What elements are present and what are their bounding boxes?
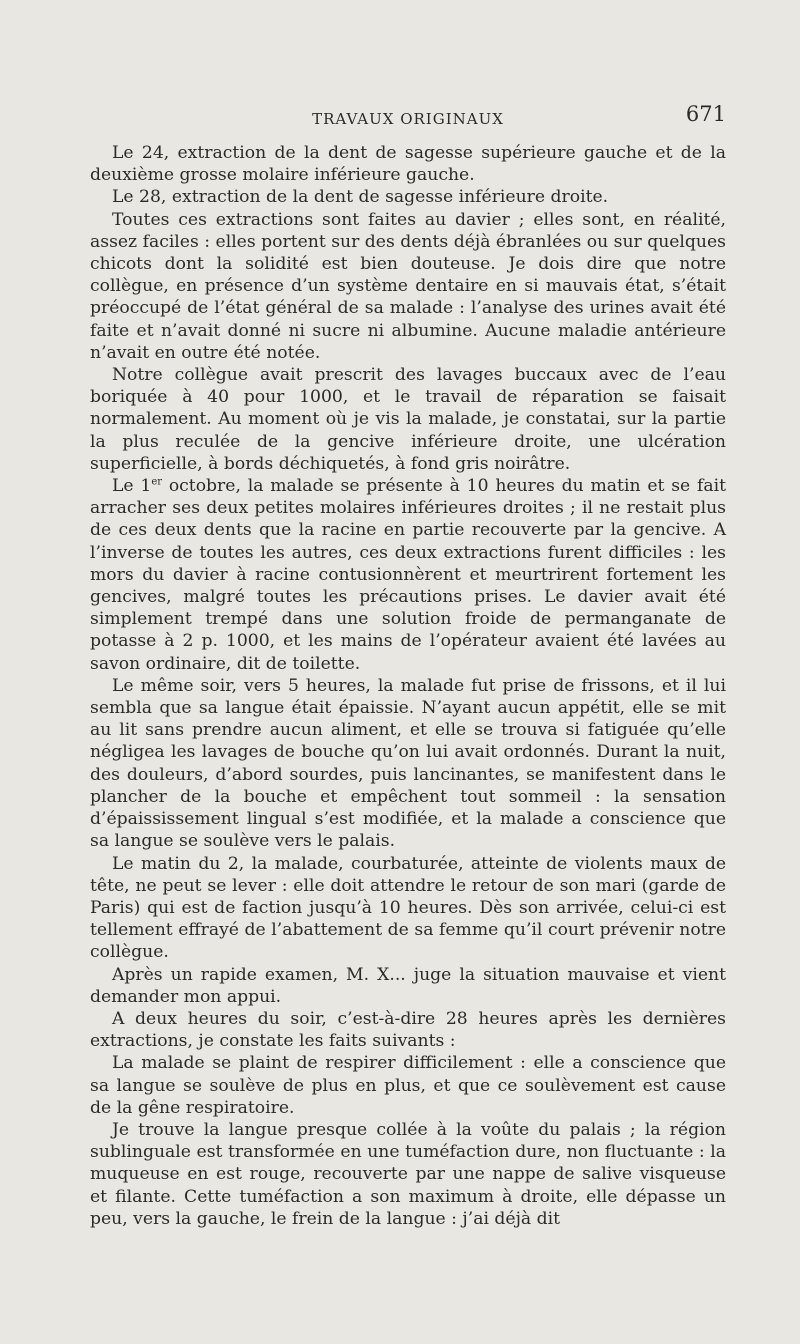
paragraph: Après un rapide examen, M. X... juge la situation mauvaise et vient demander mon appui. (90, 964, 726, 1007)
date-superscript: er (151, 476, 163, 488)
running-title: TRAVAUX ORIGINAUX (312, 110, 504, 128)
page-number: 671 (685, 102, 726, 126)
paragraph: Je trouve la langue presque collée à la voûte du palais ; la région sublinguale est transformée en une tuméfaction dure, non fluctuante : la muqueuse en est rouge, recouverte par une nappe de salive visqueuse et filante. Cette tuméfaction a son maximum à droite, elle dépasse un peu, vers la gauche, le frein de la langue : j’ai déjà dit (90, 1119, 726, 1229)
paragraph: A deux heures du soir, c’est-à-dire 28 heures après les dernières extractions, je constate les faits suivants : (90, 1008, 726, 1052)
paragraph: Le matin du 2, la malade, courbaturée, atteinte de violents maux de tête, ne peut se lever : elle doit attendre le retour de son mari (garde de Paris) qui est de faction jusqu’à 10 heures. Dès son arrivée, celui-ci est tellement effrayé de l’abattement de sa femme qu’il court prévenir notre collègue. (90, 853, 726, 963)
paragraph: La malade se plaint de respirer difficilement : elle a conscience que sa langue se soulève de plus en plus, et que ce soulèvement est cause de la gêne respiratoire. (90, 1053, 726, 1118)
paragraph: Le 24, extraction de la dent de sagesse supérieure gauche et de la deuxième grosse molaire inférieure gauche. (90, 143, 726, 186)
page-header (90, 100, 726, 142)
book-page (90, 100, 726, 1230)
paragraph: Le même soir, vers 5 heures, la malade fut prise de frissons, et il lui sembla que sa langue était épaissie. N’ayant aucun appétit, elle se mit au lit sans prendre aucun aliment, et elle se trouva si fatiguée qu’elle négligea les lavages de bouche qu’on lui avait ordonnés. Durant la nuit, des douleurs, d’abord sourdes, puis lancinantes, se manifestent dans le plancher de la bouche et empêchent tout sommeil : la sensation d’épaississement lingual s’est modifiée, et la malade a conscience que sa langue se soulève vers le palais. (90, 675, 726, 852)
paragraph: Notre collègue avait prescrit des lavages buccaux avec de l’eau boriquée à 40 pour 1000, et le travail de réparation se faisait normalement. Au moment où je vis la malade, je constatai, sur la partie la plus reculée de la gencive inférieure droite, une ulcération superficielle, à bords déchiquetés, à fond gris noirâtre. (90, 365, 726, 474)
paragraph (90, 475, 726, 675)
paragraph: Le 28, extraction de la dent de sagesse inférieure droite. (112, 187, 609, 208)
body-text (90, 142, 726, 1230)
paragraph-text: octobre, la malade se présente à 10 heures du matin et se fait arracher ses deux petites molaires inférieures droites ; il ne restait plus de ces deux dents que la racine en partie recouverte par la gencive. A l’inverse de toutes les autres, ces deux extractions furent difficiles : les mors du davier à racine contusionnèrent et meurtrirent fortement les gencives, malgré toutes les précautions prises. Le davier avait été simplement trempé dans une solution froide de permanganate de potasse à 2 p. 1000, et les mains de l’opérateur avaient été lavées au savon ordinaire, dit de toilette. (90, 476, 726, 674)
paragraph: Toutes ces extractions sont faites au davier ; elles sont, en réalité, assez faciles : elles portent sur des dents déjà ébranlées ou sur quelques chicots dont la solidité est bien douteuse. Je dois dire que notre collègue, en présence d’un système dentaire en si mauvais état, s’était préoccupé de l’état général de sa malade : l’analyse des urines avait été faite et n’avait donné ni sucre ni albumine. Aucune maladie antérieure n’avait en outre été notée. (90, 209, 726, 363)
date-prefix: Le 1 (112, 476, 152, 497)
